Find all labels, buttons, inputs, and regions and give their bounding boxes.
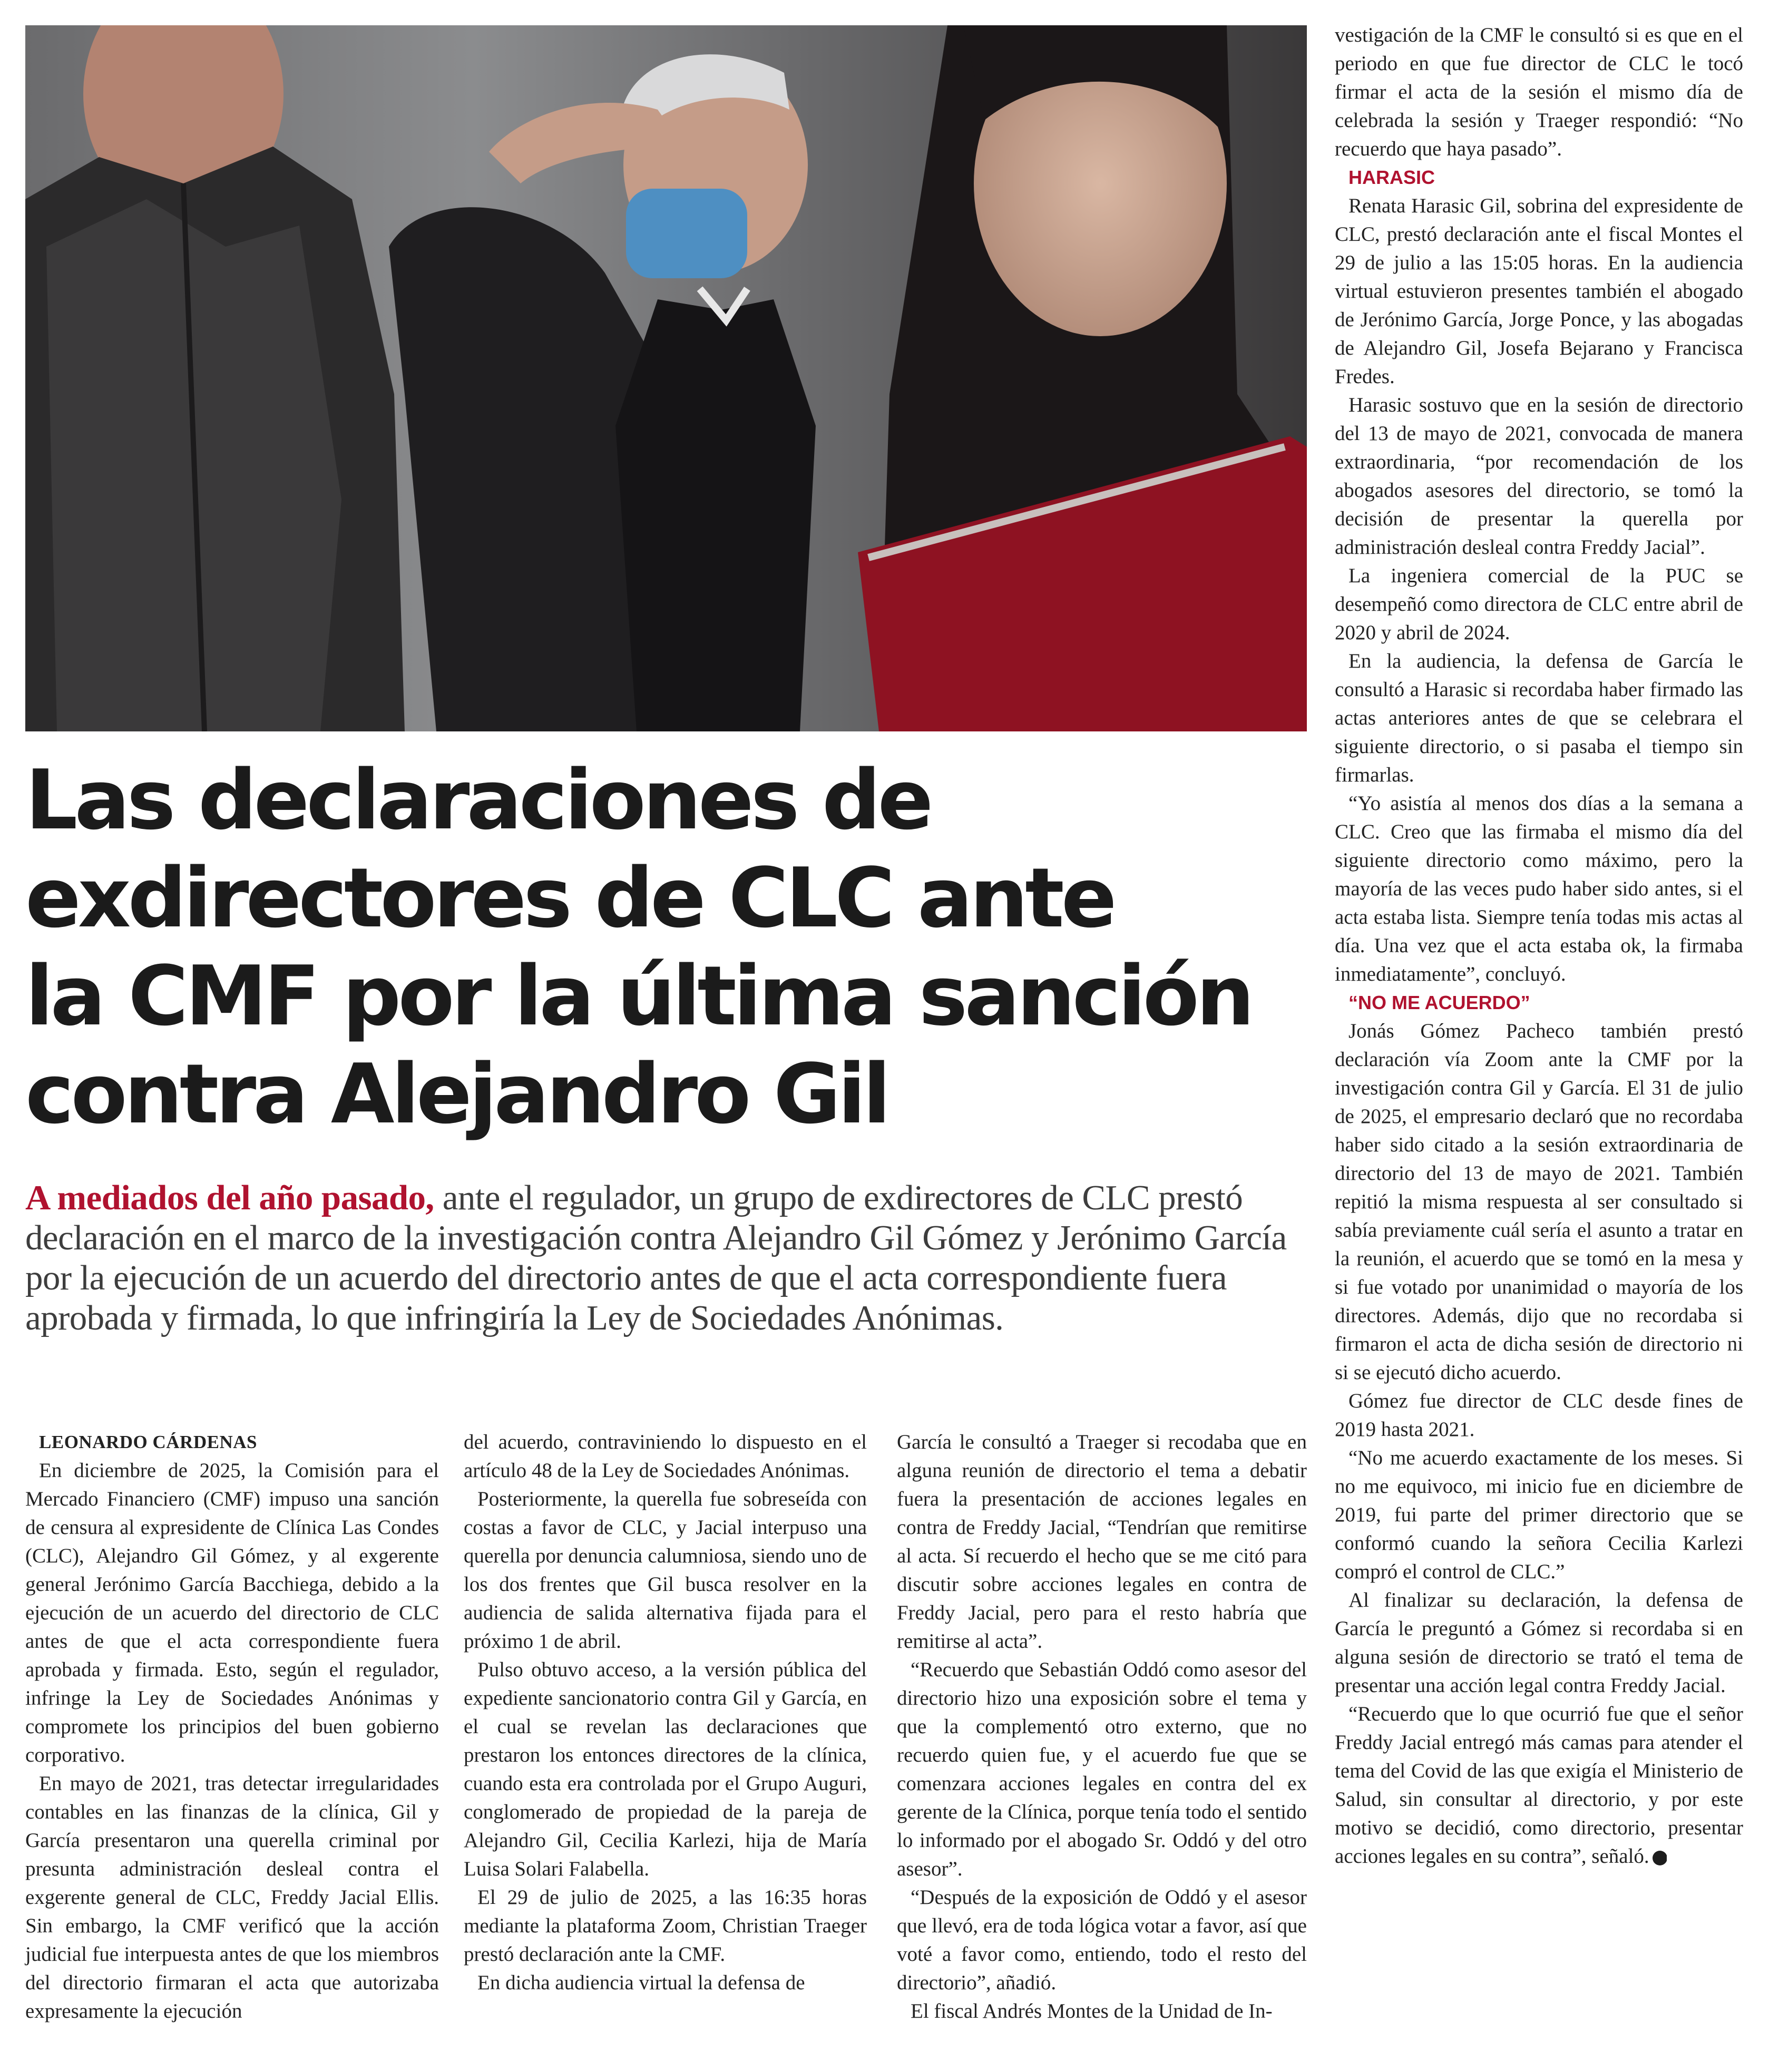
subhead-no-me-acuerdo: “NO ME ACUERDO” (1348, 992, 1530, 1013)
body-paragraph: En la audiencia, la defensa de García le consultó a Harasic si recordaba haber firmado las actas anteriores antes de que se celebrara el siguiente directorio, o si pasaba el tiempo sin firmarlas. (1335, 650, 1743, 786)
body-paragraph: Harasic sostuvo que en la sesión de directorio del 13 de mayo de 2021, convocada de manera extraordinaria, “por recomendación de los abogados asesores del directorio, se tomó la decisión de presentar la querella por administración desleal contra Freddy Jacial”. (1335, 394, 1743, 559)
body-paragraph: Renata Harasic Gil, sobrina del expresidente de CLC, prestó declaración ante el fiscal Montes el 29 de julio a las 15:05 horas. En la audiencia virtual estuvieron presentes también el abogado de Jerónimo García, Jorge Ponce, y las abogadas de Alejandro Gil, Josefa Bejarano y Francisca Fredes. (1335, 194, 1743, 388)
headline-line: exdirectores de CLC ante (25, 850, 1114, 946)
subhead-harasic: HARASIC (1348, 167, 1435, 188)
body-paragraph: “Recuerdo que Sebastián Oddó como asesor del directorio hizo una exposición sobre el tema y que la complementó otro externo, que no recuerdo quien fue, y el acuerdo fue que se comenzara acciones legales en contra del ex gerente de la Clínica, porque tenía todo el sentido lo informado por el abogado Sr. Oddó y del otro asesor”. (897, 1658, 1307, 1880)
body-paragraph: La ingeniera comercial de la PUC se desempeñó como directora de CLC entre abril de 2020 y abril de 2024. (1335, 564, 1743, 644)
column-2 (464, 1428, 867, 1997)
byline: LEONARDO CÁRDENAS (39, 1432, 257, 1452)
photo-illustration (25, 25, 1307, 731)
closing-quote: “Recuerdo que lo que ocurrió fue que el señor Freddy Jacial entregó más camas para atender el tema del Covid de las que exigía el Ministerio de Salud, sin consultar al directorio, y por este motivo se decidió, como directorio, presentar acciones legales en su contra”, señaló. (1335, 1703, 1743, 1868)
column-4 (1335, 21, 1743, 1871)
lead-paragraph (25, 1178, 1301, 1338)
body-paragraph: En mayo de 2021, tras detectar irregularidades contables en las finanzas de la clínica, Gil y García presentaron una querella criminal por presunta administración desleal contra el exgerente general de CLC, Freddy Jacial Ellis. Sin embargo, la CMF verificó que la acción judicial fue interpuesta antes de que los miembros del directorio firmaran el acta que autorizaba expresamente la ejecución (25, 1772, 439, 2022)
body-paragraph: Gómez fue director de CLC desde fines de 2019 hasta 2021. (1335, 1390, 1743, 1441)
body-paragraph: “Después de la exposición de Oddó y el asesor que llevó, era de toda lógica votar a favor, así que voté a favor como, entiendo, todo el resto del directorio”, añadió. (897, 1886, 1307, 1994)
column-1 (25, 1428, 439, 2026)
body-paragraph: Al finalizar su declaración, la defensa de García le preguntó a Gómez si recordaba si en alguna sesión de directorio se trató el tema de presentar una acción legal contra Freddy Jacial. (1335, 1589, 1743, 1697)
body-paragraph: “No me acuerdo exactamente de los meses. Si no me equivoco, mi inicio fue en diciembre de 2019, fui parte del primer directorio que se conformó cuando la señora Cecilia Karlezi compró el control de CLC.” (1335, 1447, 1743, 1583)
headline-line: contra Alejandro Gil (25, 1046, 888, 1142)
body-paragraph: El 29 de julio de 2025, a las 16:35 horas mediante la plataforma Zoom, Christian Traeger prestó declaración ante la CMF. (464, 1886, 867, 1966)
end-mark-icon: P (1653, 1851, 1667, 1865)
lead-text: ante el regulador, un grupo de exdirectores de CLC prestó declaración en el marco de la investigación contra Alejandro Gil Gómez y Jerónimo García por la ejecución de un acuerdo del directorio antes de que el acta correspondiente fuera aprobada y firmada, lo que infringiría la Ley de Sociedades Anónimas. (25, 1178, 1287, 1337)
body-paragraph: En diciembre de 2025, la Comisión para el Mercado Financiero (CMF) impuso una sanción de censura al expresidente de Clínica Las Condes (CLC), Alejandro Gil Gómez, y al exgerente general Jerónimo García Bacchiega, debido a la ejecución de un acuerdo del directorio de CLC antes de que el acta correspondiente fuera aprobada y firmada. Esto, según el regulador, infringe la Ley de Sociedades Anónimas y compromete los principios del buen gobierno corporativo. (25, 1459, 439, 1766)
body-paragraph: En dicha audiencia virtual la defensa de (477, 1971, 805, 1994)
body-paragraph: Posteriormente, la querella fue sobreseída con costas a favor de CLC, y Jacial interpuso una querella por denuncia calumniosa, siendo uno de los dos frentes que Gil busca resolver en la audiencia de salida alternativa fijada para el próximo 1 de abril. (464, 1488, 867, 1653)
headline (25, 751, 1307, 1143)
body-paragraph: Pulso obtuvo acceso, a la versión pública del expediente sancionatorio contra Gil y García, en el cual se revelan las declaraciones que prestaron los entonces directores de la clínica, cuando esta era controlada por el Grupo Auguri, conglomerado de propiedad de la pareja de Alejandro Gil, Cecilia Karlezi, hija de María Luisa Solari Falabella. (464, 1658, 867, 1880)
body-paragraph: vestigación de la CMF le consultó si es que en el periodo en que fue director de CLC le tocó firmar el acta de la sesión el mismo día de celebrada la sesión y Traeger respondió: “No recuerdo que haya pasado”. (1335, 24, 1743, 160)
article-photo (25, 25, 1307, 731)
body-paragraph: Jonás Gómez Pacheco también prestó declaración vía Zoom ante la CMF por la investigación contra Gil y García. El 31 de julio de 2025, el empresario declaró que no recordaba haber sido citado a la sesión extraordinaria de directorio del 13 de mayo de 2021. También repitió la misma respuesta al ser consultado si sabía previamente cuál sería el asunto a tratar en la reunión, el acuerdo que se tomó en la mesa y si fue votado por unanimidad o mayoría de los directores. Además, dijo que no recordaba si firmaron el acta de dicha sesión de directorio ni si se ejecutó dicho acuerdo. (1335, 1020, 1743, 1384)
headline-line: la CMF por la última sanción (25, 948, 1252, 1044)
body-paragraph: “Yo asistía al menos dos días a la semana a CLC. Creo que las firmaba el mismo día del siguiente directorio como máximo, pero la mayoría de las veces pudo haber sido antes, si el acta estaba lista. Siempre tenía todas mis actas al día. Una vez que el acta estaba ok, la firmaba inmediatamente”, concluyó. (1335, 792, 1743, 985)
lead-kicker: A mediados del año pasado, (25, 1178, 434, 1217)
body-paragraph (1335, 1700, 1743, 1871)
body-paragraph: del acuerdo, contraviniendo lo dispuesto en el artículo 48 de la Ley de Sociedades Anónimas. (464, 1431, 867, 1482)
column-3 (897, 1428, 1307, 2026)
headline-line: Las declaraciones de (25, 752, 931, 848)
body-paragraph: El fiscal Andrés Montes de la Unidad de In- (911, 2000, 1273, 2022)
body-paragraph: García le consultó a Traeger si recodaba que en alguna reunión de directorio el tema a debatir fuera la presentación de acciones legales en contra de Freddy Jacial, “Tendrían que remitirse al acta. Sí recuerdo el hecho que se me citó para discutir sobre acciones legales en contra de Freddy Jacial, pero para el resto habría que remitirse al acta”. (897, 1431, 1307, 1653)
